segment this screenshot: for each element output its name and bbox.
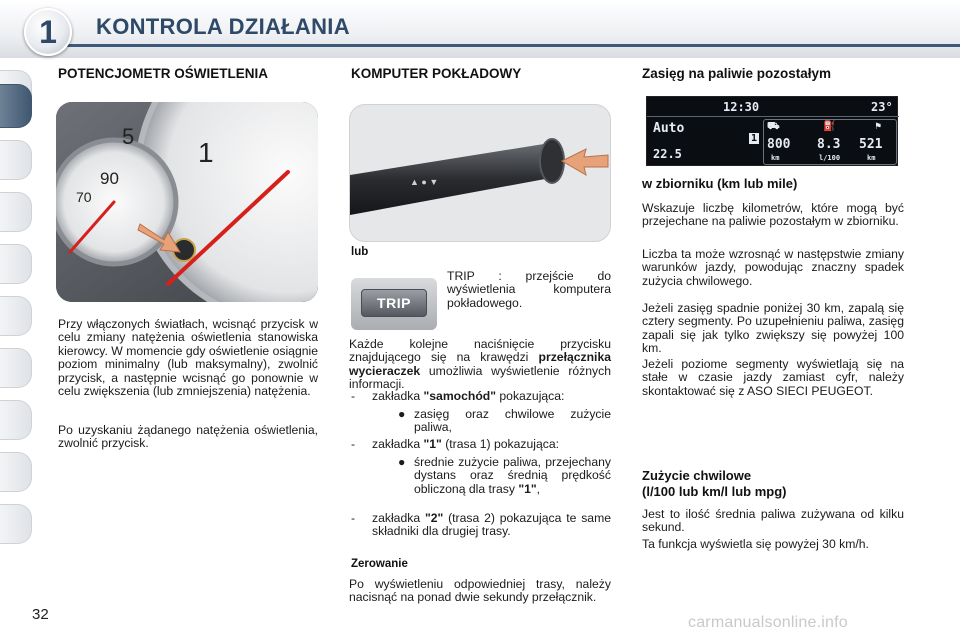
page-number: 32 [32, 606, 49, 623]
trip-button-illustration [351, 278, 437, 330]
display-range-unit: km [771, 154, 780, 162]
svg-text:▲ ● ▼: ▲ ● ▼ [410, 177, 439, 187]
display-consumption-value: 8.3 [817, 137, 841, 152]
gauge-number-90: 90 [100, 169, 119, 188]
display-range-value: 800 [767, 137, 791, 152]
consumption-paragraph-2: Ta funkcja wyświetla się powyżej 30 km/h. [642, 537, 869, 551]
side-tab[interactable] [0, 400, 32, 440]
dimmer-paragraph-2: Po uzyskaniu żądanego natężenia oświetlenia, zwolnić przycisk. [58, 423, 318, 451]
pointer-arrow-icon [562, 149, 608, 175]
trip-computer-display [646, 96, 898, 166]
list-dash: - [351, 437, 356, 451]
list-dash: - [351, 511, 356, 525]
side-tab[interactable] [0, 192, 32, 232]
subtitle-instant-consumption: Zużycie chwilowe (l/100 lub km/l lub mpg) [642, 468, 787, 499]
list-item-trip2-tab: zakładka "2" (trasa 2) pokazująca te same składniki dla drugiej trasy. [372, 511, 611, 539]
display-tab-number: 1 [751, 133, 758, 144]
gauge-number-5: 5 [122, 124, 135, 149]
range-paragraph-3: Jeżeli zasięg spadnie poniżej 30 km, zapalą się cztery segmenty. Po uzupełnieniu paliwa, zasięg zapali się jak tylko zwiększy się powyżej 100 km. [642, 301, 904, 356]
gauge-photo [56, 102, 318, 302]
section-title-range: Zasięg na paliwie pozostałym [642, 66, 832, 81]
side-tab[interactable] [0, 296, 32, 336]
flag-icon: ⚑ [875, 121, 882, 132]
list-subitem-average: średnie zużycie paliwa, przejechany dystans oraz średnią prędkość obliczoną dla trasy "1", [414, 455, 611, 496]
chapter-title: KONTROLA DZIAŁANIA [96, 14, 350, 39]
header-rule [60, 44, 960, 47]
display-remaining-unit: km [867, 154, 876, 162]
section-title-trip-computer: KOMPUTER POKŁADOWY [351, 66, 522, 81]
display-temperature: 23° [871, 100, 893, 114]
list-dash: - [351, 389, 356, 403]
bullet-icon: ● [398, 407, 406, 421]
gauge-number-70: 70 [76, 189, 92, 205]
side-tab[interactable] [0, 504, 32, 544]
list-item-trip1-tab: zakładka "1" (trasa 1) pokazująca: [372, 437, 560, 451]
list-subitem-range: zasięg oraz chwilowe zużycie paliwa, [414, 407, 611, 435]
chapter-badge: 1 [24, 8, 72, 56]
car-icon: ⛟ [767, 121, 780, 132]
gauge-number-1: 1 [198, 137, 214, 168]
display-consumption-unit: l/100 [819, 154, 841, 162]
reset-paragraph: Po wyświetleniu odpowiedniej trasy, należy nacisnąć na ponad dwie sekundy przełącznik. [349, 577, 611, 605]
or-label: lub [351, 246, 369, 258]
side-tab[interactable] [0, 244, 32, 284]
dimmer-paragraph-1: Przy włączonych światłach, wcisnąć przycisk w celu zmiany natężenia oświetlenia stanowiska kierowcy. W momencie gdy oświetlenie osiągnie poziom minimalny (lub maksymalny), zwolnić przycisk, a następnie wcisnąć go ponownie w celu zwiększenia (lub zmniejszenia) natężenia. [58, 317, 318, 399]
wiper-stalk-illustration [350, 105, 611, 242]
range-paragraph-2: Liczba ta może wzrosnąć w następstwie zmiany warunków jazdy, powodując znaczny spadek zużycia chwilowego. [642, 247, 904, 288]
side-tab[interactable] [0, 140, 32, 180]
display-remaining-value: 521 [859, 137, 883, 152]
stalk-photo [349, 104, 611, 242]
section-title-dimmer: POTENCJOMETR OŚWIETLENIA [58, 66, 269, 81]
display-time: 12:30 [723, 100, 760, 114]
list-item-car-tab: zakładka "samochód" pokazująca: [372, 389, 565, 403]
display-temperature-setting: 22.5 [653, 147, 682, 161]
side-tab[interactable] [0, 452, 32, 492]
range-paragraph-1: Wskazuje liczbę kilometrów, które mogą być przejechane na paliwie pozostałym w zbiorniku. [642, 201, 904, 229]
trip-intro: Każde kolejne naciśnięcie przycisku znajdującego się na krawędzi przełącznika wycieraczek umożliwia wyświetlenie różnych informacji. [349, 337, 611, 392]
bullet-icon: ● [398, 455, 406, 469]
consumption-paragraph-1: Jest to ilość średnia paliwa zużywana od kilku sekund. [642, 507, 904, 535]
trip-button[interactable]: TRIP [361, 289, 427, 317]
side-tab[interactable] [0, 348, 32, 388]
range-paragraph-4: Jeżeli poziome segmenty wyświetlają się na stałe w czasie jazdy zamiast cyfr, należy skontaktować się z ASO SIECI PEUGEOT. [642, 357, 904, 398]
instrument-cluster-illustration [56, 102, 318, 302]
display-mode: Auto [653, 121, 685, 136]
side-tab-active[interactable] [0, 84, 32, 128]
subtitle-tank-range: w zbiorniku (km lub mile) [642, 176, 798, 191]
trip-description: TRIP : przejście do wyświetlenia komputera pokładowego. [447, 269, 611, 310]
fuel-pump-icon: ⛽ [823, 121, 836, 132]
reset-title: Zerowanie [351, 558, 408, 570]
watermark: carmanualsonline.info [688, 614, 848, 631]
